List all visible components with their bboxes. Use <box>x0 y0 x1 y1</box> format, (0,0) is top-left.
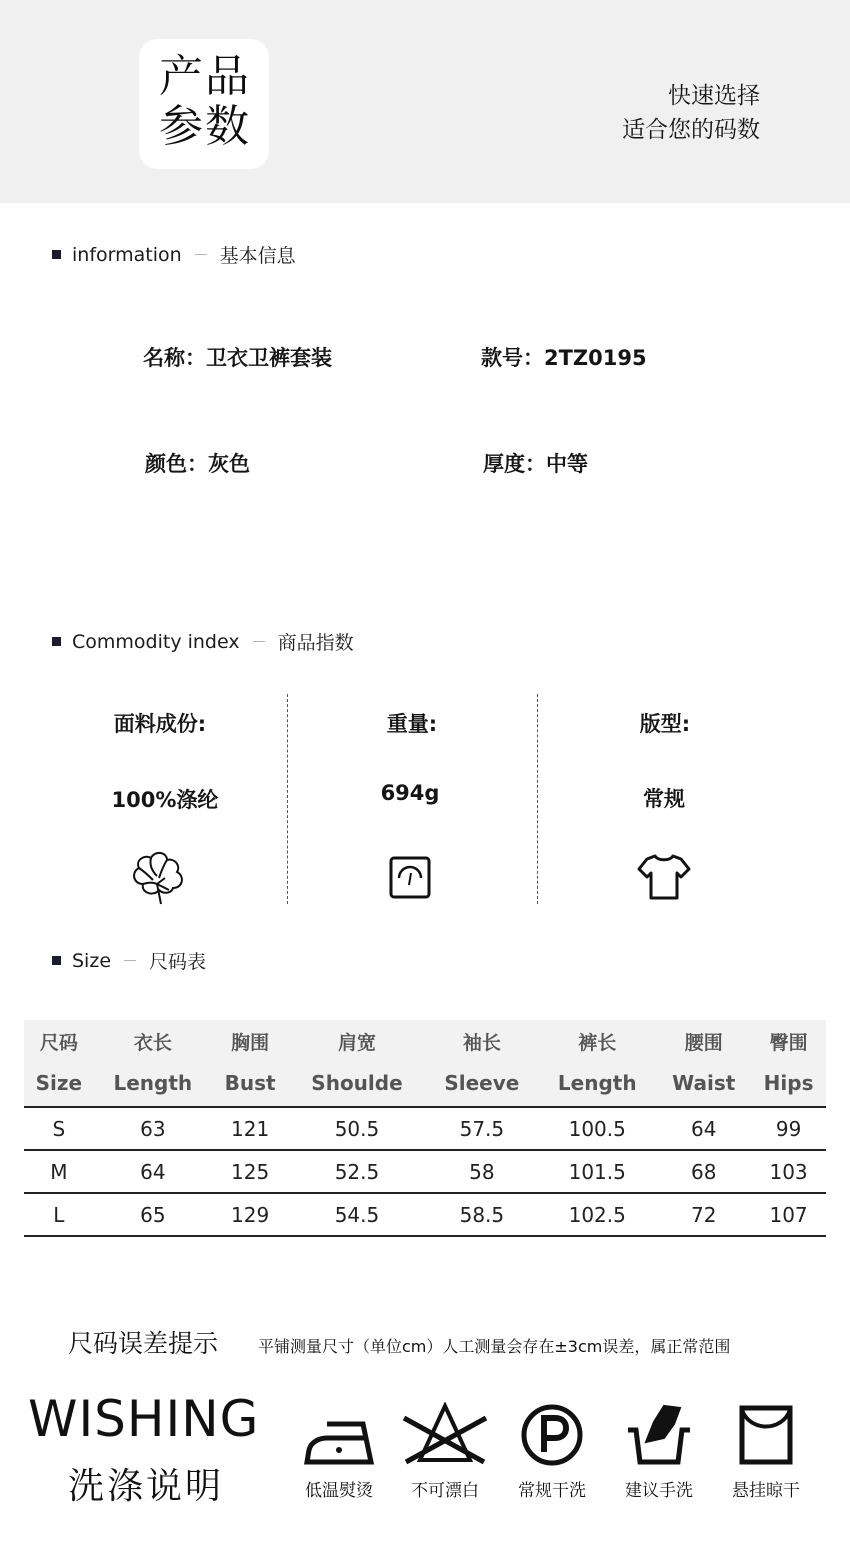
info-value: 中等 <box>546 452 588 476</box>
header-shoulder: 肩宽 Shoulde <box>288 1020 425 1107</box>
cell: L <box>24 1193 94 1236</box>
cell: 50.5 <box>288 1107 425 1150</box>
commodity-fit-label: 版型: <box>639 712 691 736</box>
info-field-thickness <box>483 448 588 478</box>
page-title-box <box>139 39 269 169</box>
cell: 57.5 <box>426 1107 539 1150</box>
section-heading-cn: 基本信息 <box>219 245 296 267</box>
bullet-square-icon <box>52 956 61 965</box>
info-label: 厚度： <box>483 452 546 476</box>
wash-item-no-bleach <box>395 1402 495 1501</box>
page-title-line2: 参数 <box>159 101 251 152</box>
cell: 63 <box>94 1107 212 1150</box>
cell: 52.5 <box>288 1150 425 1193</box>
cell: 102.5 <box>538 1193 656 1236</box>
heading-divider <box>195 254 207 255</box>
brand-wordmark: WISHING <box>28 1390 260 1448</box>
column-divider <box>537 694 538 904</box>
hand-wash-icon <box>624 1402 694 1468</box>
tagline-line2: 适合您的码数 <box>622 117 760 143</box>
cell: 64 <box>656 1107 751 1150</box>
header-top-length: 衣长 Length <box>94 1020 212 1107</box>
heading-divider <box>124 960 136 961</box>
size-chart-table <box>24 1020 826 1237</box>
section-heading-commodity <box>52 628 354 655</box>
cotton-icon <box>129 850 187 910</box>
header-bust: 胸围 Bust <box>212 1020 289 1107</box>
info-label: 款号： <box>481 346 544 370</box>
info-label: 颜色： <box>145 452 208 476</box>
cell: 129 <box>212 1193 289 1236</box>
header-banner <box>0 0 850 203</box>
section-heading-size <box>52 947 206 974</box>
tagline-line1: 快速选择 <box>668 83 760 109</box>
bullet-square-icon <box>52 637 61 646</box>
cell: 103 <box>751 1150 826 1193</box>
info-value: 2TZ0195 <box>544 346 647 370</box>
wash-item-hand-wash <box>609 1402 709 1501</box>
commodity-weight-label: 重量: <box>386 712 438 736</box>
scale-icon <box>389 856 433 904</box>
cell: 65 <box>94 1193 212 1236</box>
wash-instructions-title: 洗涤说明 <box>68 1466 225 1507</box>
cell: 54.5 <box>288 1193 425 1236</box>
info-label: 名称： <box>143 346 206 370</box>
table-header-row <box>24 1020 826 1107</box>
cell: 100.5 <box>538 1107 656 1150</box>
wash-label: 常规干洗 <box>518 1481 586 1501</box>
section-heading-information <box>52 241 296 268</box>
header-pants-length: 裤长 Length <box>538 1020 656 1107</box>
header-size: 尺码 Size <box>24 1020 94 1107</box>
commodity-fabric-value: 100%涤纶 <box>111 788 219 812</box>
bullet-square-icon <box>52 250 61 259</box>
table-row <box>24 1150 826 1193</box>
section-heading-en: information <box>72 243 182 266</box>
info-value: 灰色 <box>208 452 250 476</box>
header-hips: 臀围 Hips <box>751 1020 826 1107</box>
page-title-line1: 产品 <box>159 51 251 102</box>
cell: 107 <box>751 1193 826 1236</box>
commodity-weight-value: 694g <box>380 781 440 805</box>
section-heading-en: Size <box>72 949 112 972</box>
column-divider <box>287 694 288 904</box>
cell: 64 <box>94 1150 212 1193</box>
wash-label: 建议手洗 <box>625 1481 693 1501</box>
wash-item-hang-dry <box>716 1402 816 1501</box>
cell: 58 <box>426 1150 539 1193</box>
commodity-fabric-label: 面料成份: <box>113 712 207 736</box>
section-heading-cn: 商品指数 <box>277 632 354 654</box>
heading-divider <box>253 641 265 642</box>
tshirt-icon <box>637 853 691 905</box>
wash-label: 不可漂白 <box>411 1481 479 1501</box>
table-row <box>24 1107 826 1150</box>
cell: 101.5 <box>538 1150 656 1193</box>
cell: M <box>24 1150 94 1193</box>
iron-low-temp-icon <box>301 1402 377 1468</box>
wash-label: 低温熨烫 <box>305 1481 373 1501</box>
table-row <box>24 1193 826 1236</box>
wash-item-dry-clean <box>502 1402 602 1501</box>
header-waist: 腰围 Waist <box>656 1020 751 1107</box>
cell: 58.5 <box>426 1193 539 1236</box>
info-field-name <box>143 342 332 372</box>
cell: S <box>24 1107 94 1150</box>
size-error-tip-title: 尺码误差提示 <box>68 1329 219 1358</box>
section-heading-en: Commodity index <box>72 630 240 653</box>
cell: 72 <box>656 1193 751 1236</box>
section-heading-cn: 尺码表 <box>149 951 207 973</box>
info-field-style-number <box>481 342 647 372</box>
header-sleeve: 袖长 Sleeve <box>426 1020 539 1107</box>
cell: 121 <box>212 1107 289 1150</box>
wash-label: 悬挂晾干 <box>732 1481 800 1501</box>
commodity-fit-value: 常规 <box>643 787 685 811</box>
info-value: 卫衣卫裤套装 <box>206 346 332 370</box>
size-error-tip-text: 平铺测量尺寸（单位cm）人工测量会存在±3cm误差，属正常范围 <box>258 1337 731 1356</box>
hang-dry-icon <box>736 1402 796 1468</box>
cell: 125 <box>212 1150 289 1193</box>
dry-clean-p-icon <box>519 1402 585 1468</box>
no-bleach-icon <box>400 1402 490 1468</box>
wash-item-iron <box>289 1402 389 1501</box>
cell: 68 <box>656 1150 751 1193</box>
info-field-color <box>145 448 250 478</box>
cell: 99 <box>751 1107 826 1150</box>
